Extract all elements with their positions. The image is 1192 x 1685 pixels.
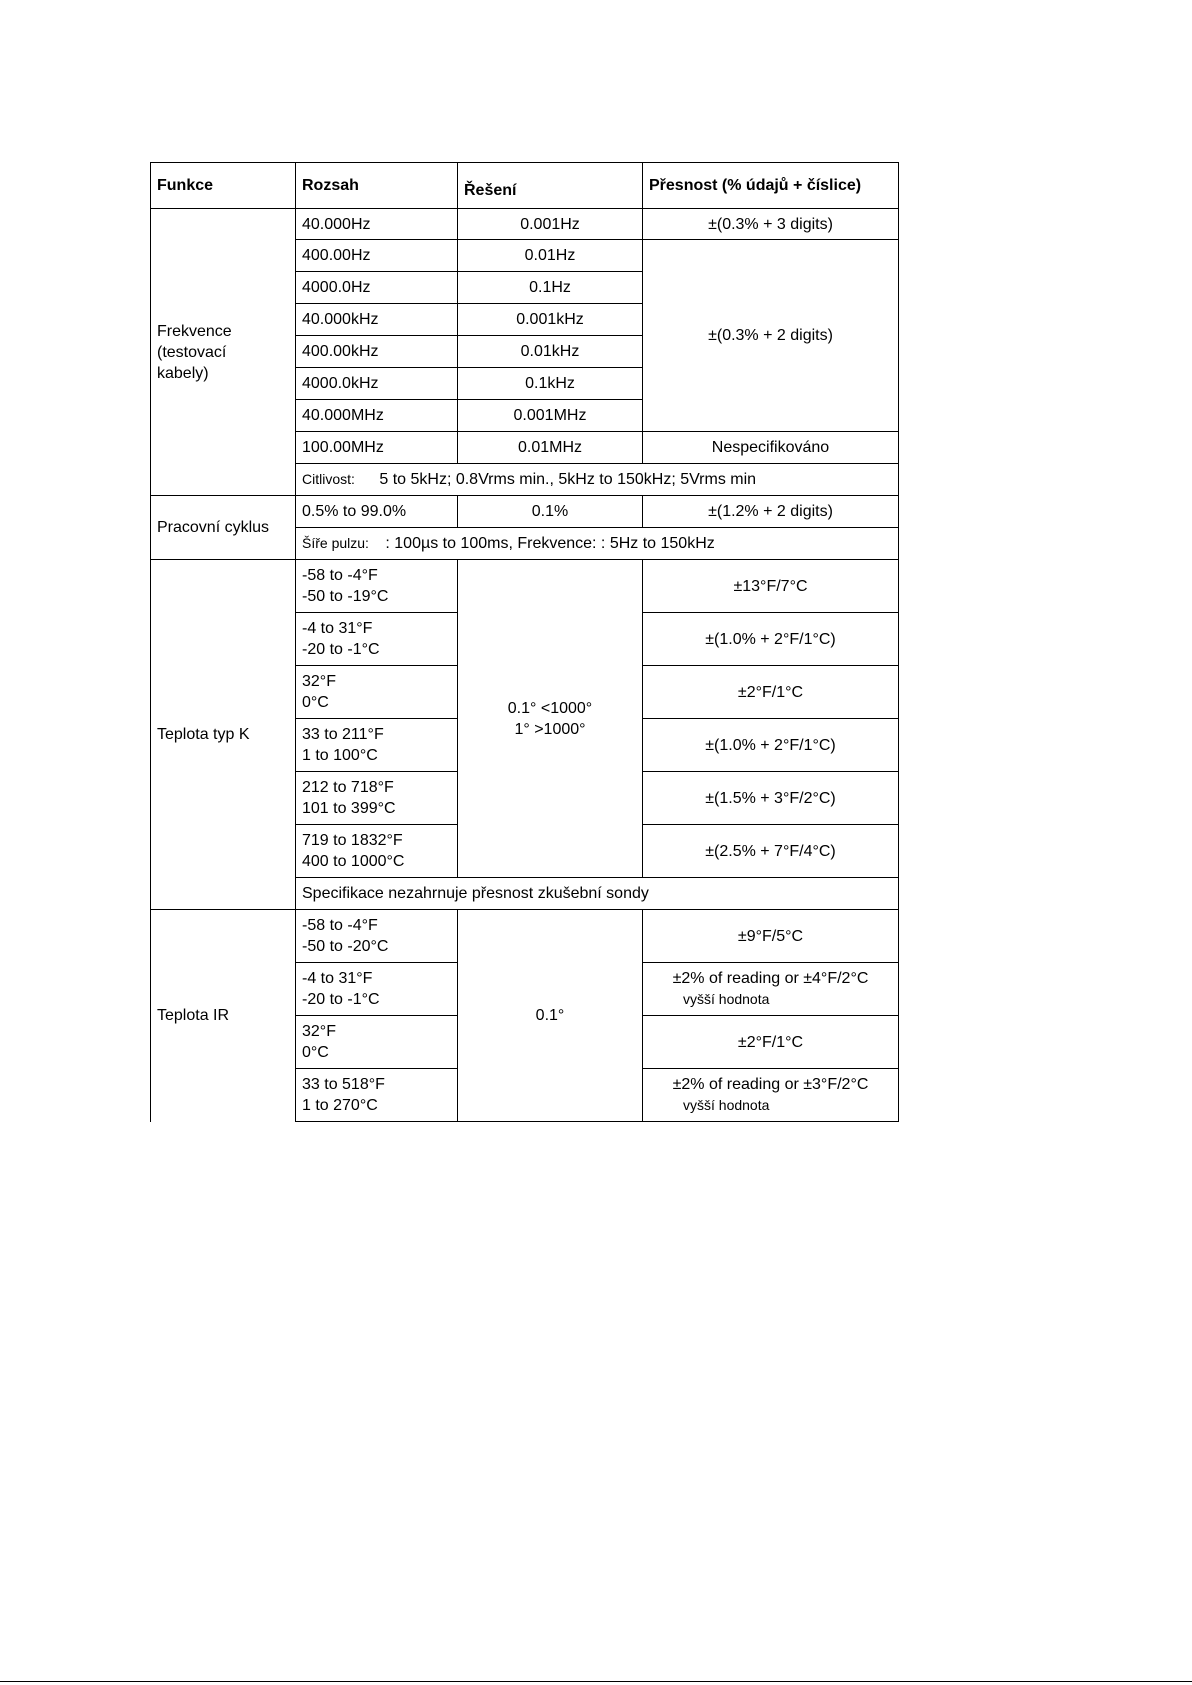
- range-cell: 33 to 211°F 1 to 100°C: [296, 719, 458, 772]
- probe-note: Specifikace nezahrnuje přesnost zkušební sondy: [296, 878, 899, 910]
- range-cell: 32°F 0°C: [296, 1016, 458, 1069]
- page-bottom-rule: [0, 1681, 1192, 1682]
- range-cell: 40.000kHz: [296, 304, 458, 336]
- function-temp-k: Teplota typ K: [151, 560, 296, 910]
- accuracy-cell: ±2°F/1°C: [643, 1016, 899, 1069]
- table-row: [151, 496, 899, 528]
- accuracy-cell: ±(1.0% + 2°F/1°C): [643, 613, 899, 666]
- range-cell: 212 to 718°F 101 to 399°C: [296, 772, 458, 825]
- accuracy-cell: ±(2.5% + 7°F/4°C): [643, 825, 899, 878]
- range-cell: -58 to -4°F -50 to -20°C: [296, 910, 458, 963]
- range-cell: 33 to 518°F 1 to 270°C: [296, 1069, 458, 1122]
- col-header-accuracy: Přesnost (% údajů + číslice): [643, 163, 899, 209]
- pulse-label: Šíře pulzu:: [302, 535, 369, 551]
- range-cell: 400.00kHz: [296, 336, 458, 368]
- table-row: [151, 560, 899, 613]
- accuracy-cell: [643, 1069, 899, 1122]
- table-row: [151, 910, 899, 963]
- accuracy-condition: vyšší hodnota: [683, 991, 770, 1007]
- accuracy-cell: ±13°F/7°C: [643, 560, 899, 613]
- resolution-cell: 0.1° <1000° 1° >1000°: [458, 560, 643, 878]
- range-cell: 400.00Hz: [296, 240, 458, 272]
- range-cell: 4000.0kHz: [296, 368, 458, 400]
- resolution-cell: 0.1kHz: [458, 368, 643, 400]
- function-frequency: Frekvence (testovací kabely): [151, 209, 296, 496]
- accuracy-text: ±2% of reading or ±3°F/2°C: [672, 1076, 869, 1093]
- resolution-cell: 0.001kHz: [458, 304, 643, 336]
- table-row: [151, 209, 899, 240]
- sensitivity-label: Citlivost:: [302, 471, 355, 487]
- accuracy-cell: ±(1.2% + 2 digits): [643, 496, 899, 528]
- accuracy-condition: vyšší hodnota: [683, 1097, 770, 1113]
- spec-table: [150, 162, 899, 1122]
- accuracy-cell: ±(0.3% + 2 digits): [643, 240, 899, 432]
- range-cell: 0.5% to 99.0%: [296, 496, 458, 528]
- accuracy-cell: [643, 963, 899, 1016]
- accuracy-cell: ±(0.3% + 3 digits): [643, 209, 899, 240]
- range-cell: -4 to 31°F -20 to -1°C: [296, 613, 458, 666]
- resolution-cell: 0.01MHz: [458, 432, 643, 464]
- pulse-note: [296, 528, 899, 560]
- range-cell: 32°F 0°C: [296, 666, 458, 719]
- resolution-cell: 0.001Hz: [458, 209, 643, 240]
- accuracy-cell: ±(1.5% + 3°F/2°C): [643, 772, 899, 825]
- resolution-cell: 0.001MHz: [458, 400, 643, 432]
- resolution-cell: 0.1%: [458, 496, 643, 528]
- col-header-function: Funkce: [151, 163, 296, 209]
- sensitivity-note: [296, 464, 899, 496]
- resolution-cell: 0.01kHz: [458, 336, 643, 368]
- sensitivity-text: 5 to 5kHz; 0.8Vrms min., 5kHz to 150kHz; 5Vrms min: [379, 471, 757, 488]
- accuracy-cell: Nespecifikováno: [643, 432, 899, 464]
- range-cell: 100.00MHz: [296, 432, 458, 464]
- resolution-cell: 0.1Hz: [458, 272, 643, 304]
- resolution-cell: 0.1°: [458, 910, 643, 1122]
- range-cell: 40.000MHz: [296, 400, 458, 432]
- resolution-cell: 0.01Hz: [458, 240, 643, 272]
- function-temp-ir: Teplota IR: [151, 910, 296, 1122]
- function-duty-cycle: Pracovní cyklus: [151, 496, 296, 560]
- col-header-resolution: Řešení: [458, 163, 643, 209]
- accuracy-cell: ±9°F/5°C: [643, 910, 899, 963]
- range-cell: 40.000Hz: [296, 209, 458, 240]
- range-cell: 719 to 1832°F 400 to 1000°C: [296, 825, 458, 878]
- header-row: [151, 163, 899, 209]
- accuracy-text: ±2% of reading or ±4°F/2°C: [672, 970, 869, 987]
- accuracy-cell: ±2°F/1°C: [643, 666, 899, 719]
- range-cell: 4000.0Hz: [296, 272, 458, 304]
- range-cell: -58 to -4°F -50 to -19°C: [296, 560, 458, 613]
- col-header-range: Rozsah: [296, 163, 458, 209]
- range-cell: -4 to 31°F -20 to -1°C: [296, 963, 458, 1016]
- accuracy-cell: ±(1.0% + 2°F/1°C): [643, 719, 899, 772]
- pulse-text: : 100µs to 100ms, Frekvence: : 5Hz to 150kHz: [385, 535, 715, 552]
